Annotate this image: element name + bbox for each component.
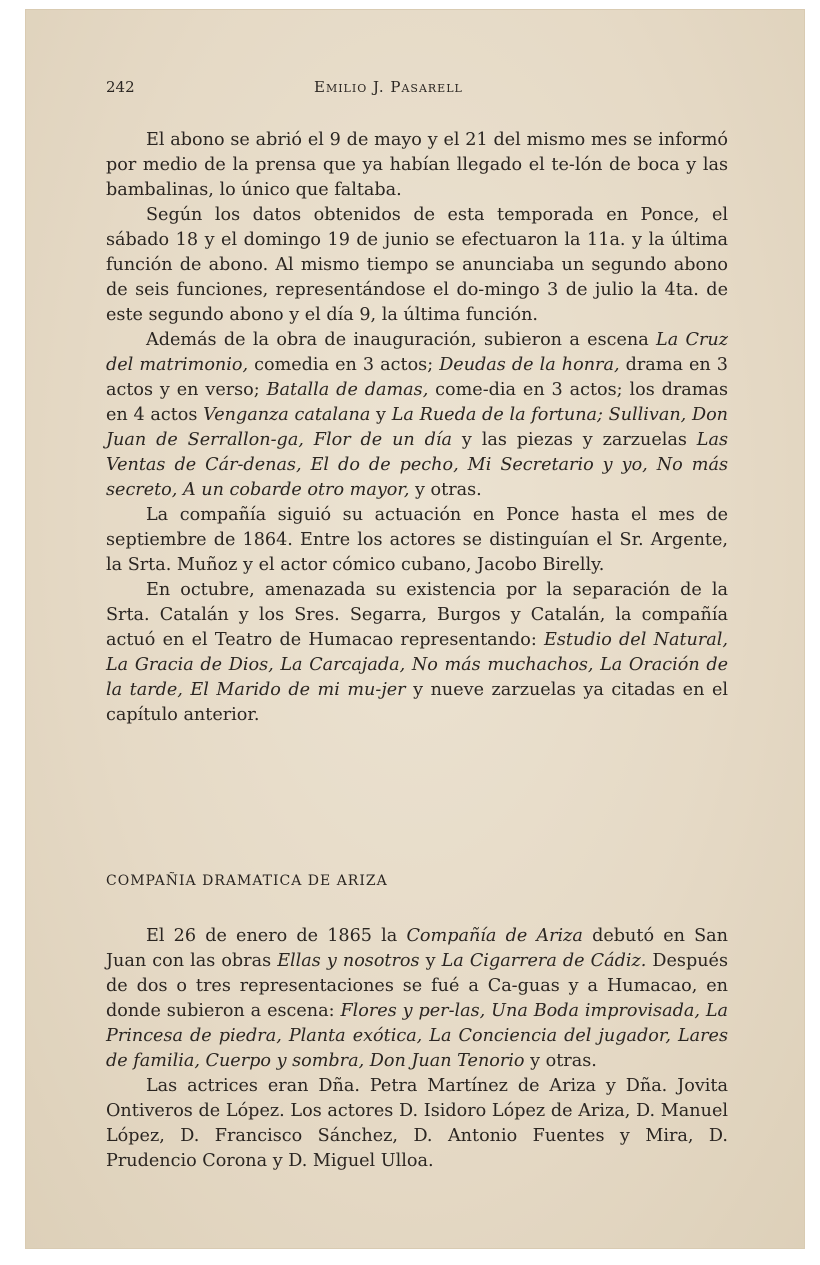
paragraph: Según los datos obtenidos de esta temporada en Ponce, el sábado 18 y el domingo 19 de junio se efectuaron la 11a. y la última función de abono. Al mismo tiempo se anunciaba un segundo abono de seis funciones, representándose el do-mingo 3 de julio la 4ta. de este segundo abono y el día 9, la última función.	[106, 205, 728, 325]
paragraph: Además de la obra de inauguración, subieron a escena La Cruz del matrimonio, comedia en 3 actos; Deudas de la honra, drama en 3 actos y en verso; Batalla de damas, come-dia en 3 actos; los dramas en 4 actos Venganza catalana y La Rueda de la fortuna; Sullivan, Don Juan de Serrallon-ga, Flor de un día y las piezas y zarzuelas Las Ventas de Cár-denas, El do de pecho, Mi Secretario y yo, No más secreto, A un cobarde otro mayor, y otras.	[106, 330, 729, 500]
body-text-bottom	[106, 924, 728, 1174]
paragraph: Las actrices eran Dña. Petra Martínez de Ariza y Dña. Jovita Ontiveros de López. Los actores D. Isidoro López de Ariza, D. Manuel López, D. Francisco Sánchez, D. Antonio Fuentes y Mira, D. Prudencio Corona y D. Miguel Ulloa.	[106, 1076, 728, 1171]
paragraph: El abono se abrió el 9 de mayo y el 21 del mismo mes se informó por medio de la prensa que ya habían llegado el te-lón de boca y las bambalinas, lo único que faltaba.	[106, 130, 728, 200]
paragraph: La compañía siguió su actuación en Ponce hasta el mes de septiembre de 1864. Entre los actores se distinguían el Sr. Argente, la Srta. Muñoz y el actor cómico cubano, Jacobo Birelly.	[106, 505, 728, 575]
page-number: 242	[106, 78, 135, 96]
paragraph: El 26 de enero de 1865 la Compañía de Ariza debutó en San Juan con las obras Ellas y nosotros y La Cigarrera de Cádiz. Después de dos o tres representaciones se fué a Ca-guas y a Humacao, en donde subieron a escena: Flores y per-las, Una Boda improvisada, La Princesa de piedra, Planta exótica, La Conciencia del jugador, Lares de familia, Cuerpo y sombra, Don Juan Tenorio y otras.	[106, 926, 729, 1071]
running-head-author: Emilio J. Pasarell	[314, 78, 463, 96]
section-heading: COMPAÑIA DRAMATICA DE ARIZA	[106, 873, 388, 889]
running-header	[106, 78, 726, 102]
body-text-top	[106, 128, 728, 728]
paragraph: En octubre, amenazada su existencia por la separación de la Srta. Catalán y los Sres. Segarra, Burgos y Catalán, la compañía actuó en el Teatro de Humacao representando: Estudio del Natural, La Gracia de Dios, La Carcajada, No más muchachos, La Oración de la tarde, El Marido de mi mu-jer y nueve zarzuelas ya citadas en el capítulo anterior.	[106, 580, 728, 725]
